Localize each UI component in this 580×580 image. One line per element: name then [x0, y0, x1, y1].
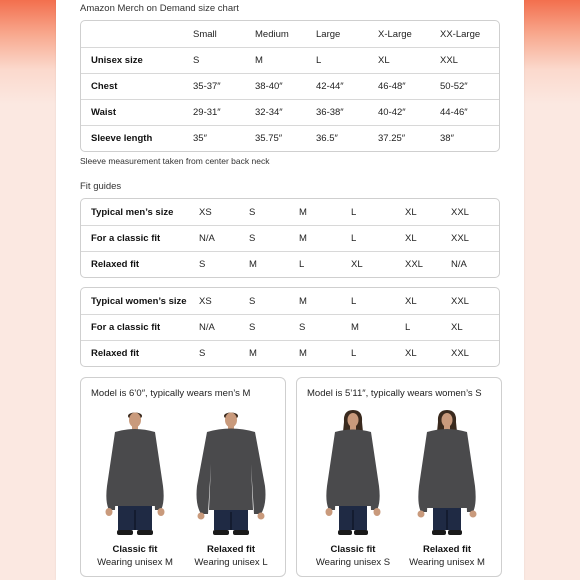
- table-cell: L: [299, 259, 305, 270]
- woman-figure-icon: [405, 406, 489, 538]
- table-cell: M: [255, 55, 263, 66]
- size-table: [80, 20, 500, 152]
- table-cell: XL: [405, 348, 417, 359]
- row-label: For a classic fit: [91, 233, 161, 244]
- table-row: [81, 288, 499, 314]
- mens-model-title: Model is 6’0″, typically wears men’s M: [91, 388, 251, 399]
- caption-wear: Wearing unisex L: [194, 557, 268, 568]
- table-cell: XS: [199, 295, 212, 307]
- caption: [397, 544, 497, 568]
- table-cell: S: [199, 348, 206, 359]
- table-cell: XXL: [451, 295, 469, 307]
- caption: [181, 544, 281, 568]
- header-medium: Medium: [255, 28, 289, 40]
- table-cell: M: [299, 233, 307, 244]
- caption: [303, 544, 403, 568]
- row-label: Sleeve length: [91, 133, 153, 144]
- table-row: [81, 314, 499, 340]
- table-cell: L: [351, 295, 357, 307]
- caption-fit: Relaxed fit: [206, 544, 256, 555]
- table-cell: N/A: [451, 259, 467, 270]
- sleeve-note: Sleeve measurement taken from center back neck: [80, 156, 270, 166]
- table-cell: L: [316, 55, 322, 66]
- mens-model-card: [80, 377, 286, 577]
- table-cell: 36.5″: [316, 133, 338, 144]
- table-cell: XS: [199, 206, 212, 218]
- header-small: Small: [193, 28, 217, 40]
- row-label: Chest: [91, 81, 118, 92]
- header-x-large: X-Large: [378, 28, 412, 40]
- table-cell: 38″: [440, 133, 454, 144]
- table-cell: 44-46″: [440, 107, 468, 118]
- table-cell: M: [351, 322, 359, 333]
- row-label: Relaxed fit: [91, 259, 140, 270]
- row-label: Typical women’s size: [91, 295, 187, 307]
- table-cell: 50-52″: [440, 81, 468, 92]
- table-cell: S: [249, 233, 256, 244]
- table-cell: 37.25″: [378, 133, 406, 144]
- table-cell: M: [299, 206, 307, 218]
- table-row-sleeve: [81, 125, 499, 151]
- table-cell: 40-42″: [378, 107, 406, 118]
- table-cell: 32-34″: [255, 107, 283, 118]
- header-xx-large: XX-Large: [440, 28, 481, 40]
- table-cell: S: [249, 322, 256, 333]
- caption: [85, 544, 185, 568]
- fit-guides-title: Fit guides: [80, 181, 122, 192]
- table-cell: XL: [405, 233, 417, 244]
- table-cell: S: [249, 295, 256, 307]
- table-row: [81, 199, 499, 225]
- caption-fit: Classic fit: [330, 544, 376, 555]
- table-cell: M: [299, 348, 307, 359]
- table-cell: 29-31″: [193, 107, 221, 118]
- size-chart-title: Amazon Merch on Demand size chart: [80, 3, 239, 14]
- table-cell: XL: [451, 322, 463, 333]
- table-row-chest: [81, 73, 499, 99]
- table-cell: 35-37″: [193, 81, 221, 92]
- table-cell: 35.75″: [255, 133, 283, 144]
- row-label: Relaxed fit: [91, 348, 140, 359]
- table-cell: M: [249, 259, 257, 270]
- man-figure-icon: [189, 406, 273, 538]
- table-cell: XL: [405, 206, 417, 218]
- table-cell: XXL: [451, 233, 469, 244]
- womens-model-title: Model is 5’11″, typically wears women’s S: [307, 388, 482, 399]
- table-cell: XL: [405, 295, 417, 307]
- header-large: Large: [316, 28, 341, 40]
- table-cell: S: [193, 55, 200, 66]
- table-row-unisex: [81, 47, 499, 73]
- table-cell: 46-48″: [378, 81, 406, 92]
- table-cell: 38-40″: [255, 81, 283, 92]
- table-cell: XXL: [451, 206, 469, 218]
- row-label: For a classic fit: [91, 322, 161, 333]
- table-row: [81, 340, 499, 366]
- caption-fit: Relaxed fit: [422, 544, 472, 555]
- table-cell: S: [199, 259, 206, 270]
- table-cell: 36-38″: [316, 107, 344, 118]
- table-cell: XL: [351, 259, 363, 270]
- table-cell: 42-44″: [316, 81, 344, 92]
- table-row-waist: [81, 99, 499, 125]
- table-cell: L: [351, 348, 357, 359]
- caption-wear: Wearing unisex S: [315, 557, 391, 568]
- size-chart-sheet: [56, 0, 524, 580]
- table-cell: S: [299, 322, 306, 333]
- table-cell: S: [249, 206, 256, 218]
- caption-wear: Wearing unisex M: [409, 557, 485, 568]
- table-row: [81, 251, 499, 277]
- table-cell: L: [351, 233, 357, 244]
- mens-fit-table: [80, 198, 500, 278]
- table-cell: N/A: [199, 322, 215, 333]
- table-cell: M: [249, 348, 257, 359]
- table-cell: 35″: [193, 133, 207, 144]
- table-cell: M: [299, 295, 307, 307]
- size-table-header: [81, 21, 499, 47]
- table-cell: XL: [378, 55, 390, 66]
- row-label: Waist: [91, 107, 116, 118]
- table-row: [81, 225, 499, 251]
- table-cell: L: [351, 206, 357, 218]
- womens-model-card: [296, 377, 502, 577]
- table-cell: N/A: [199, 233, 215, 244]
- table-cell: XXL: [451, 348, 469, 359]
- table-cell: XXL: [405, 259, 423, 270]
- caption-fit: Classic fit: [112, 544, 158, 555]
- row-label: Unisex size: [91, 55, 143, 66]
- table-cell: XXL: [440, 55, 458, 66]
- man-figure-icon: [93, 406, 177, 538]
- womens-fit-table: [80, 287, 500, 367]
- row-label: Typical men’s size: [91, 206, 174, 218]
- woman-figure-icon: [311, 406, 395, 538]
- caption-wear: Wearing unisex M: [97, 557, 173, 568]
- table-cell: L: [405, 322, 411, 333]
